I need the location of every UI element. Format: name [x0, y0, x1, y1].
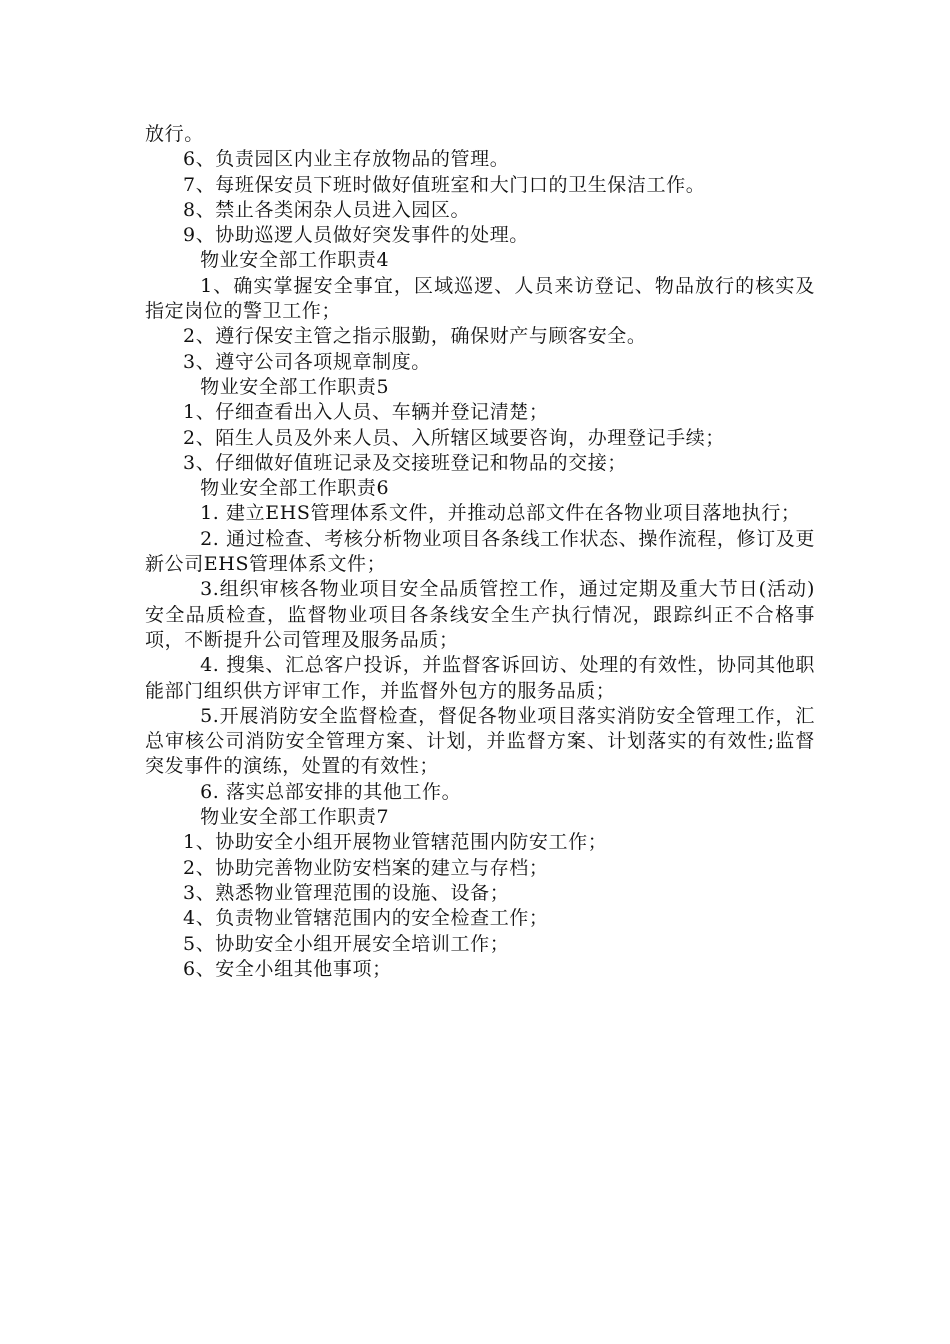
section6-item-1: 1. 建立EHS管理体系文件，并推动总部文件在各物业项目落地执行； — [200, 502, 801, 525]
paragraph-continuation: 放行。 — [145, 123, 204, 145]
section7-item-5: 5、协助安全小组开展安全培训工作； — [183, 932, 510, 955]
section5-item-2: 2、陌生人员及外来人员、入所辖区域要咨询，办理登记手续； — [183, 426, 725, 449]
section5-item-1: 1、仔细查看出入人员、车辆并登记清楚； — [183, 401, 549, 424]
section6-item-2: 2. 通过检查、考核分析物业项目各条线工作状态、操作流程，修订及更新公司EHS管理体系文件； — [145, 527, 815, 576]
section5-heading: 物业安全部工作职责5 — [200, 375, 390, 398]
section4-heading: 物业安全部工作职责4 — [200, 249, 390, 272]
section6-item-5: 5.开展消防安全监督检查，督促各物业项目落实消防安全管理工作，汇总审核公司消防安全管理方案、计划，并监督方案、计划落实的有效性;监督突发事件的演练，处置的有效性； — [145, 704, 815, 778]
section7-item-1: 1、协助安全小组开展物业管辖范围内防安工作； — [183, 831, 608, 854]
document-page — [145, 122, 815, 982]
section3-item-6: 6、负责园区内业主存放物品的管理。 — [183, 148, 510, 171]
section6-item-6: 6. 落实总部安排的其他工作。 — [200, 780, 462, 803]
section5-item-3: 3、仔细做好值班记录及交接班登记和物品的交接； — [183, 451, 627, 474]
section3-item-7: 7、每班保安员下班时做好值班室和大门口的卫生保洁工作。 — [183, 173, 706, 196]
section4-item-1: 1、确实掌握安全事宜，区域巡逻、人员来访登记、物品放行的核实及指定岗位的警卫工作； — [145, 274, 815, 323]
section4-item-2: 2、遵行保安主管之指示服勤，确保财产与顾客安全。 — [183, 325, 647, 348]
section7-heading: 物业安全部工作职责7 — [200, 806, 390, 829]
section7-item-4: 4、负责物业管辖范围内的安全检查工作； — [183, 907, 549, 930]
section4-item-3: 3、遵守公司各项规章制度。 — [183, 350, 431, 373]
section3-item-9: 9、协助巡逻人员做好突发事件的处理。 — [183, 224, 529, 247]
section6-item-3: 3.组织审核各物业项目安全品质管控工作，通过定期及重大节日(活动)安全品质检查，监督物业项目各条线安全生产执行情况，跟踪纠正不合格事项，不断提升公司管理及服务品质； — [145, 578, 815, 651]
section7-item-6: 6、安全小组其他事项； — [183, 957, 392, 980]
section6-heading: 物业安全部工作职责6 — [200, 477, 390, 500]
section7-item-3: 3、熟悉物业管理范围的设施、设备； — [183, 881, 510, 904]
section7-item-2: 2、协助完善物业防安档案的建立与存档； — [183, 856, 549, 879]
section6-item-4: 4. 搜集、汇总客户投诉，并监督客诉回访、处理的有效性，协同其他职能部门组织供方评审工作，并监督外包方的服务品质； — [145, 654, 815, 702]
section3-item-8: 8、禁止各类闲杂人员进入园区。 — [183, 198, 471, 221]
